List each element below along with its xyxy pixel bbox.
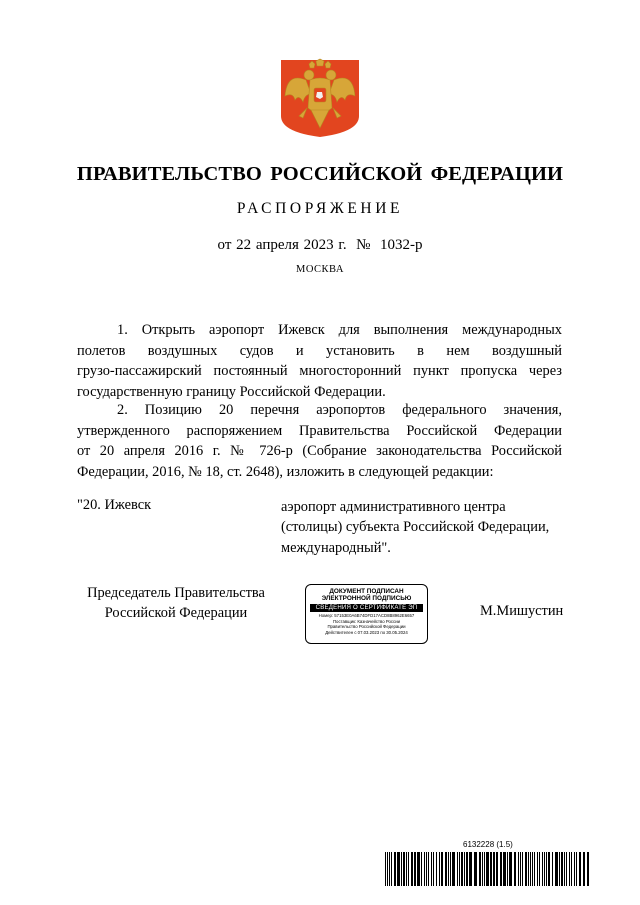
signer-title bbox=[70, 583, 282, 624]
electronic-signature-stamp bbox=[305, 584, 428, 644]
russian-coat-of-arms-icon bbox=[279, 58, 361, 138]
entry-line: аэропорт административного центра bbox=[281, 499, 506, 515]
stamp-line: ЭЛЕКТРОННОЙ ПОДПИСЬЮ bbox=[321, 595, 412, 602]
signer-title-line: Председатель Правительства bbox=[87, 585, 265, 601]
stamp-validity: Действителен с 07.03.2023 по 30.05.2024 bbox=[325, 629, 408, 635]
text-line: полетов воздушных судов и установить в нем воздушный bbox=[77, 342, 562, 359]
entry-number: "20. Ижевск bbox=[77, 497, 152, 513]
signer-title-line: Российской Федерации bbox=[104, 605, 248, 622]
stamp-line: ДОКУМЕНТ ПОДПИСАН bbox=[329, 588, 404, 595]
document-type: РАСПОРЯЖЕНИЕ bbox=[236, 200, 404, 217]
text-line: утвержденного распоряжением Правительства Российской Федерации bbox=[77, 422, 562, 439]
paragraph-1 bbox=[77, 320, 562, 403]
text-line: грузо-пассажирский постоянный многосторонний пункт пропуска через bbox=[77, 363, 562, 380]
text-line: 2. Позицию 20 перечня аэропортов федерального значения, bbox=[117, 402, 562, 418]
text-line: 1. Открыть аэропорт Ижевск для выполнения международных bbox=[117, 322, 562, 338]
barcode-label: 6132228 (1.5) bbox=[463, 840, 513, 849]
paragraph-2 bbox=[77, 400, 562, 483]
entry-line: международный". bbox=[281, 539, 391, 556]
entry-line: (столицы) субъекта Российской Федерации, bbox=[281, 519, 550, 536]
city: МОСКВА bbox=[296, 264, 344, 275]
stamp-header: СВЕДЕНИЯ О СЕРТИФИКАТЕ ЭП bbox=[310, 604, 423, 612]
text-line: Федерации, 2016, № 18, ст. 2648), изложить в следующей редакции: bbox=[77, 464, 494, 481]
government-title: ПРАВИТЕЛЬСТВО РОССИЙСКОЙ ФЕДЕРАЦИИ bbox=[76, 163, 564, 185]
signer-name: М.Мишустин bbox=[480, 603, 564, 619]
stamp-owner: Правительство Российской Федерации bbox=[327, 624, 406, 630]
stamp-issuer: Поставщик: Казначейство России bbox=[332, 618, 401, 624]
text-line: государственную границу Российской Федерации. bbox=[77, 384, 386, 401]
text-line: от 20 апреля 2016 г. № 726-р (Собрание законодательства Российской bbox=[77, 443, 562, 460]
entry-text bbox=[281, 497, 566, 558]
date-and-number: от 22 апреля 2023 г. № 1032-р bbox=[217, 237, 423, 253]
barcode bbox=[385, 852, 590, 886]
stamp-serial: Номер: 57153E0A6B74DFD17ACD8B8962E6657 bbox=[318, 613, 415, 618]
